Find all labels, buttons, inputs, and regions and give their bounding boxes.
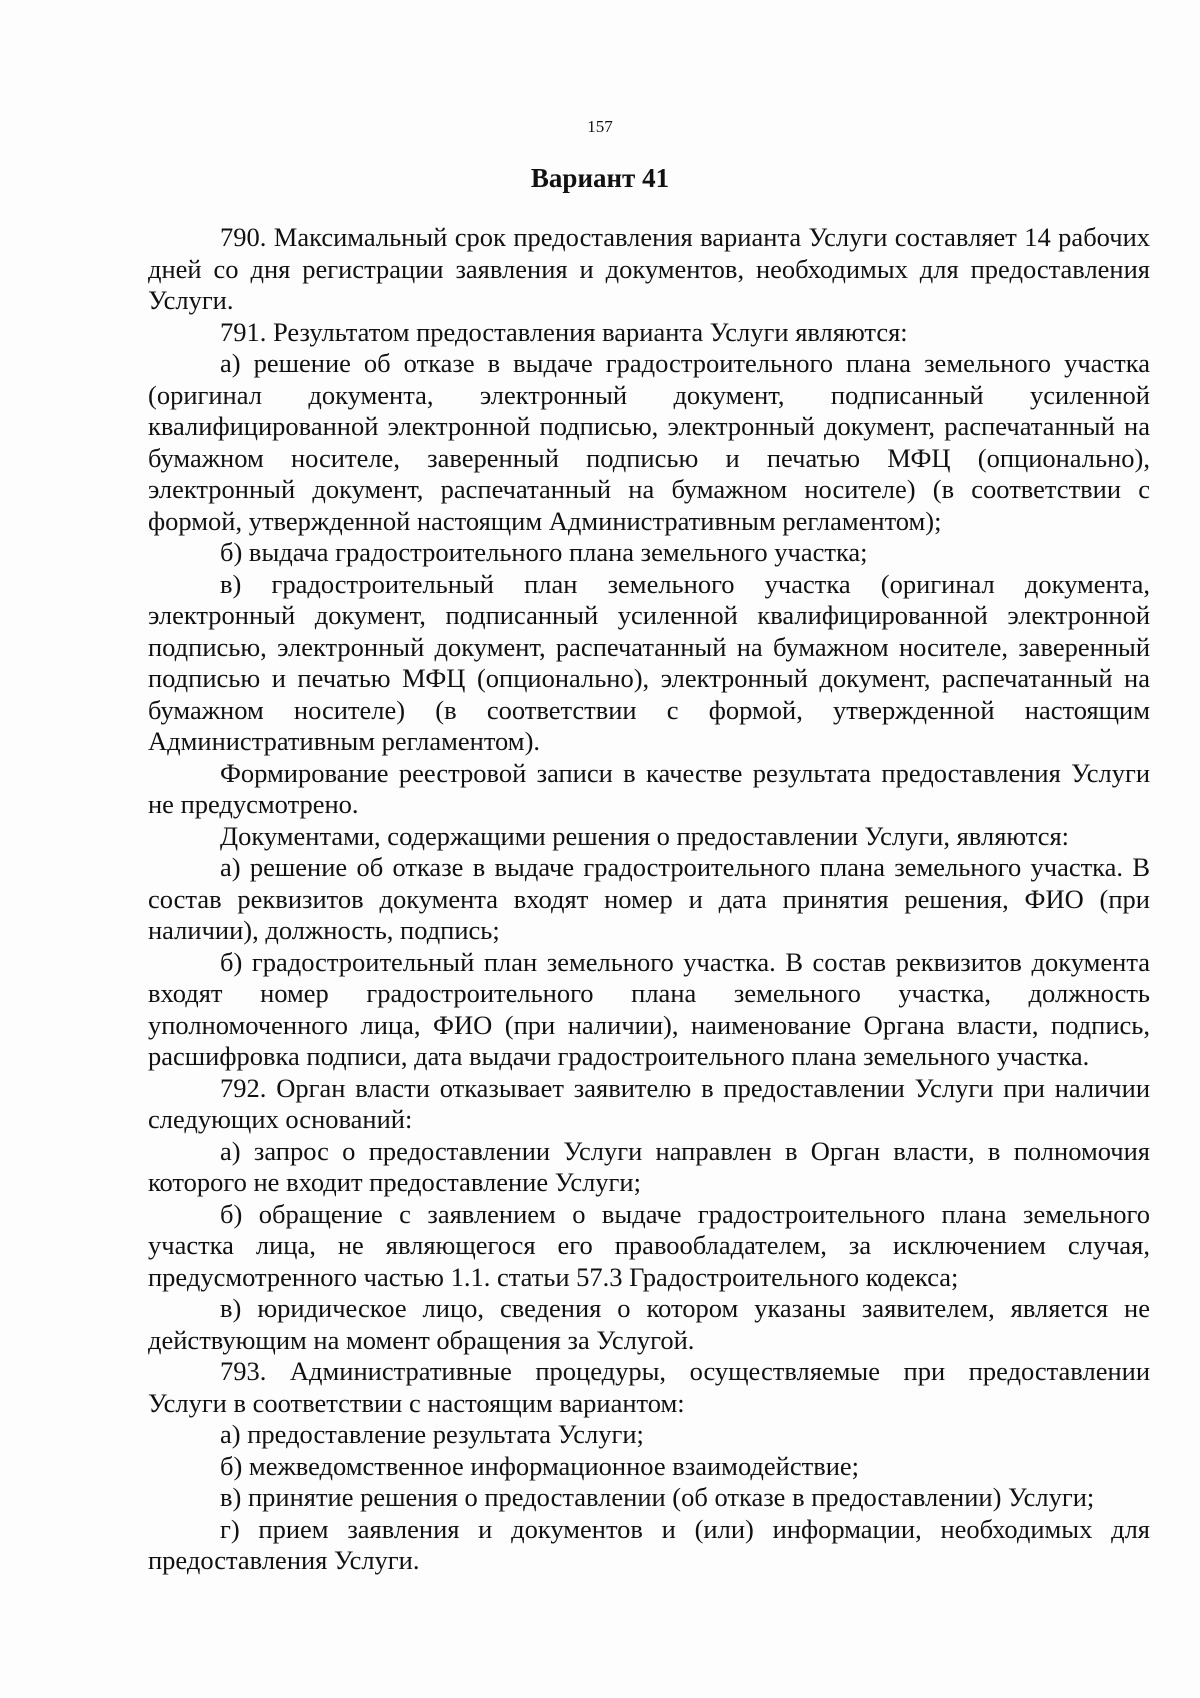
paragraph-793-v: в) принятие решения о предоставлении (об отказе в предоставлении) Услуги; xyxy=(220,1482,1095,1512)
paragraph-791-v: в) градостроительный план земельного участка (оригинал документа, электронный документ, подписанный усиленной квалифицированной электронной подписью, электронный документ, распечатанный на бумажном носителе, заверенный подписью и печатью МФЦ (опционально), электронный документ, распечатанный на бумажном носителе) (в соответствии с формой, утвержденной настоящим Административным регламентом). xyxy=(148,568,1150,756)
paragraph-792: 792. Орган власти отказывает заявителю в предоставлении Услуги при наличии следующих оснований: xyxy=(148,1072,1150,1134)
paragraph-decision-a: а) решение об отказе в выдаче градостроительного плана земельного участка. В состав реквизитов документа входят номер и дата принятия решения, ФИО (при наличии), должность, подпись; xyxy=(148,852,1150,945)
paragraph-791-a: а) решение об отказе в выдаче градостроительного плана земельного участка (оригинал документа, электронный документ, подписанный усиленной квалифицированной электронной подписью, электронный документ, распечатанный на бумажном носителе, заверенный подписью и печатью МФЦ (опционально), электронный документ, распечатанный на бумажном носителе) (в соответствии с формой, утвержденной настоящим Административным регламентом); xyxy=(148,348,1150,536)
paragraph-792-a: а) запрос о предоставлении Услуги направлен в Орган власти, в полномочия которого не входит предоставление Услуги; xyxy=(148,1135,1150,1197)
paragraph-decision-b: б) градостроительный план земельного участка. В состав реквизитов документа входят номер градостроительного плана земельного участка, должность уполномоченного лица, ФИО (при наличии), наименование Органа власти, подпись, расшифровка подписи, дата выдачи градостроительного плана земельного участка. xyxy=(148,946,1150,1071)
paragraph-793-b: б) межведомственное информационное взаимодействие; xyxy=(220,1450,860,1481)
page-number: 157 xyxy=(587,117,613,136)
page-title: Вариант 41 xyxy=(530,163,670,193)
document-body xyxy=(148,222,1150,1577)
paragraph-790: 790. Максимальный срок предоставления варианта Услуги составляет 14 рабочих дней со дня регистрации заявления и документов, необходимых для предоставления Услуги. xyxy=(148,222,1150,315)
paragraph-791: 791. Результатом предоставления варианта Услуги являются: xyxy=(220,316,908,347)
paragraph-793-a: а) предоставление результата Услуги; xyxy=(220,1419,644,1449)
paragraph-792-v: в) юридическое лицо, сведения о котором указаны заявителем, является не действующим на момент обращения за Услугой. xyxy=(148,1293,1150,1355)
paragraph-decision-documents: Документами, содержащими решения о предоставлении Услуги, являются: xyxy=(220,820,1070,851)
paragraph-793: 793. Административные процедуры, осуществляемые при предоставлении Услуги в соответствии с настоящим вариантом: xyxy=(148,1356,1150,1418)
paragraph-791-b: б) выдача градостроительного плана земельного участка; xyxy=(220,537,868,567)
paragraph-793-g: г) прием заявления и документов и (или) информации, необходимых для предоставления Услуги. xyxy=(148,1513,1150,1575)
paragraph-792-b: б) обращение с заявлением о выдаче градостроительного плана земельного участка лица, не являющегося его правообладателем, за исключением случая, предусмотренного частью 1.1. статьи 57.3 Градостроительного кодекса; xyxy=(148,1198,1150,1292)
paragraph-registry-note: Формирование реестровой записи в качестве результата предоставления Услуги не предусмотрено. xyxy=(148,757,1150,819)
